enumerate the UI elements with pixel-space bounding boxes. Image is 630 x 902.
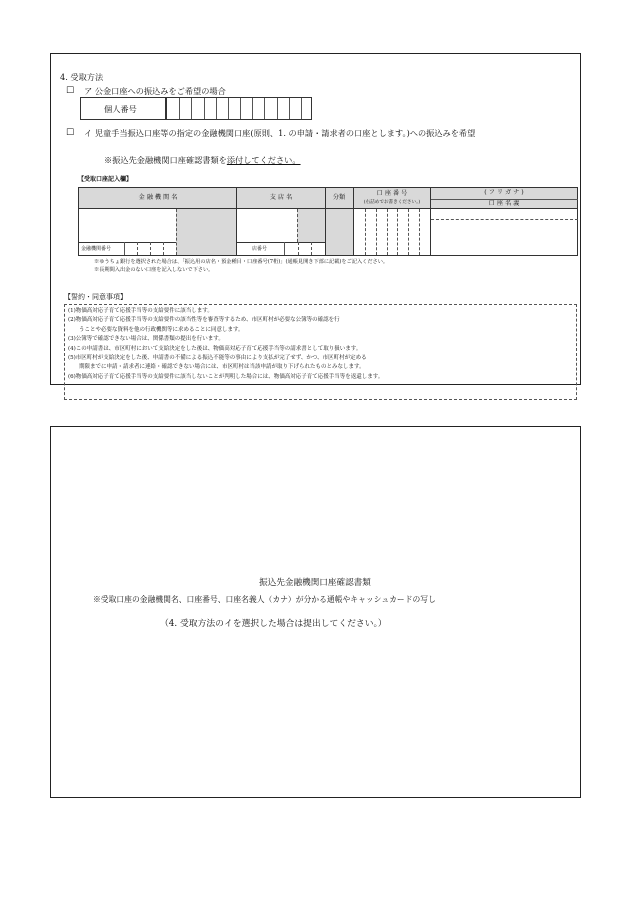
code-digit-cell bbox=[124, 242, 125, 255]
code-digit-cell bbox=[150, 242, 151, 255]
attachment-title: 振込先金融機関口座確認書類 bbox=[259, 578, 371, 588]
mynumber-input[interactable] bbox=[166, 97, 312, 120]
pledge-item: (2)物価高対応子育て応援手当等の支給要件の該当性等を審査等するため、市区町村が必要な公簿等の確認を行 bbox=[68, 317, 340, 324]
mynumber-digit-divider bbox=[252, 98, 253, 119]
pledge-item: (1)物価高対応子育て応援手当等の支給要件に該当します。 bbox=[68, 308, 213, 314]
option-i-checkbox[interactable]: □ bbox=[66, 127, 75, 137]
kana-header: ( フ リ ガ ナ ) bbox=[484, 189, 524, 196]
account-number-input[interactable] bbox=[354, 209, 430, 255]
bank-type-shaded bbox=[176, 209, 236, 255]
account-holder-header: 口 座 名 義 bbox=[488, 200, 520, 207]
pledge-item: (4)この申請書は、市区町村において支給決定をした後は、物価高対応子育て応援手当等の請求書として取り扱います。 bbox=[68, 345, 362, 352]
bank-code-input[interactable] bbox=[124, 242, 176, 255]
type-header: 分類 bbox=[332, 194, 346, 201]
branch-code-label: 店番号 bbox=[252, 246, 268, 252]
attachment-instruction: （4. 受取方法のイを選択した場合は提出してください。） bbox=[160, 619, 387, 629]
account-digit-divider bbox=[365, 209, 366, 255]
code-digit-cell bbox=[284, 242, 285, 255]
bank-code-label: 金融機関番号 bbox=[81, 246, 112, 252]
pledge-item: (3)公簿等で確認できない場合は、関係書類の提出を行います。 bbox=[68, 336, 224, 343]
code-digit-cell bbox=[163, 242, 164, 255]
section4-heading: 4. 受取方法 bbox=[60, 72, 104, 82]
attachment-description: ※受取口座の金融機関名、口座番号、口座名義人（カナ）が分かる通帳やキャッシュカードの写し bbox=[93, 595, 436, 604]
pledge-item: 期限までに申請・請求者に連絡・確認できない場合には、市区町村は当該申請が取り下げられたものとみなします。 bbox=[68, 364, 365, 371]
option-a-label: ア 公金口座への振込みをご希望の場合 bbox=[84, 86, 226, 96]
account-digit-divider bbox=[376, 209, 377, 255]
bank-name-input[interactable] bbox=[79, 209, 175, 242]
account-digit-divider bbox=[387, 209, 388, 255]
mynumber-digit-divider bbox=[204, 98, 205, 119]
attach-note bbox=[104, 156, 301, 164]
mynumber-digit-divider bbox=[289, 98, 290, 119]
attach-note-underlined: 添付してください。 bbox=[226, 155, 301, 165]
attach-note-prefix: ※振込先金融機関口座確認書類を bbox=[104, 155, 227, 165]
account-number-subheader: (右詰めでお書きください。) bbox=[363, 200, 421, 205]
account-digit-divider bbox=[408, 209, 409, 255]
branch-name-input[interactable] bbox=[237, 209, 297, 242]
branch-name-header: 支 店 名 bbox=[269, 194, 293, 201]
pledge-item: うことや必要な資料を他の行政機関等に求めることに同意します。 bbox=[68, 326, 244, 333]
mynumber-digit-divider bbox=[240, 98, 241, 119]
mynumber-digit-divider bbox=[277, 98, 278, 119]
branch-type-shaded bbox=[297, 209, 325, 242]
mynumber-digit-divider bbox=[179, 98, 180, 119]
pledge-title: 【誓約・同意事項】 bbox=[64, 293, 127, 301]
bank-name-header: 金 融 機 関 名 bbox=[138, 194, 178, 201]
account-note-1: ※ゆうちょ銀行を選択された場合は、「振込用の店名・預金種目・口座番号(7桁)」(通帳見開き下部に記載)をご記入ください。 bbox=[94, 259, 389, 265]
account-digit-divider bbox=[419, 209, 420, 255]
account-holder-kana-input[interactable] bbox=[431, 209, 577, 219]
mynumber-label: 個人番号 bbox=[104, 104, 137, 114]
mynumber-digit-divider bbox=[264, 98, 265, 119]
mynumber-digit-divider bbox=[301, 98, 302, 119]
mynumber-digit-divider bbox=[216, 98, 217, 119]
pledge-item: (6)物価高対応子育て応援手当等の支給要件に該当しないことが判明した場合には、物価高対応子育て応援手当等を返還します。 bbox=[68, 373, 384, 380]
code-digit-cell bbox=[137, 242, 138, 255]
account-box-title: 【受取口座記入欄】 bbox=[78, 176, 133, 183]
branch-code-input[interactable] bbox=[284, 242, 325, 255]
mynumber-digit-divider bbox=[191, 98, 192, 119]
attachment-frame bbox=[50, 426, 581, 798]
account-note-2: ※長期間入出金のない口座を記入しないで下さい。 bbox=[94, 267, 214, 273]
account-number-header: 口 座 番 号 bbox=[376, 190, 408, 197]
account-digit-divider bbox=[397, 209, 398, 255]
branch-divider bbox=[297, 209, 298, 242]
account-type-input[interactable] bbox=[326, 209, 353, 255]
account-holder-input[interactable] bbox=[431, 220, 577, 255]
option-a-checkbox[interactable]: □ bbox=[66, 85, 75, 95]
code-digit-cell bbox=[298, 242, 299, 255]
code-digit-cell bbox=[311, 242, 312, 255]
pledge-item: (5)市区町村が支給決定をした後、申請書の不備による振込不能等の事由により支払が完了せず、かつ、市区町村が定める bbox=[68, 355, 367, 362]
pledge-list bbox=[68, 307, 574, 382]
option-i-label: イ 児童手当振込口座等の指定の金融機関口座(原則、1. の申請・請求者の口座とします。)への振込みを希望 bbox=[84, 128, 476, 138]
mynumber-digit-divider bbox=[228, 98, 229, 119]
